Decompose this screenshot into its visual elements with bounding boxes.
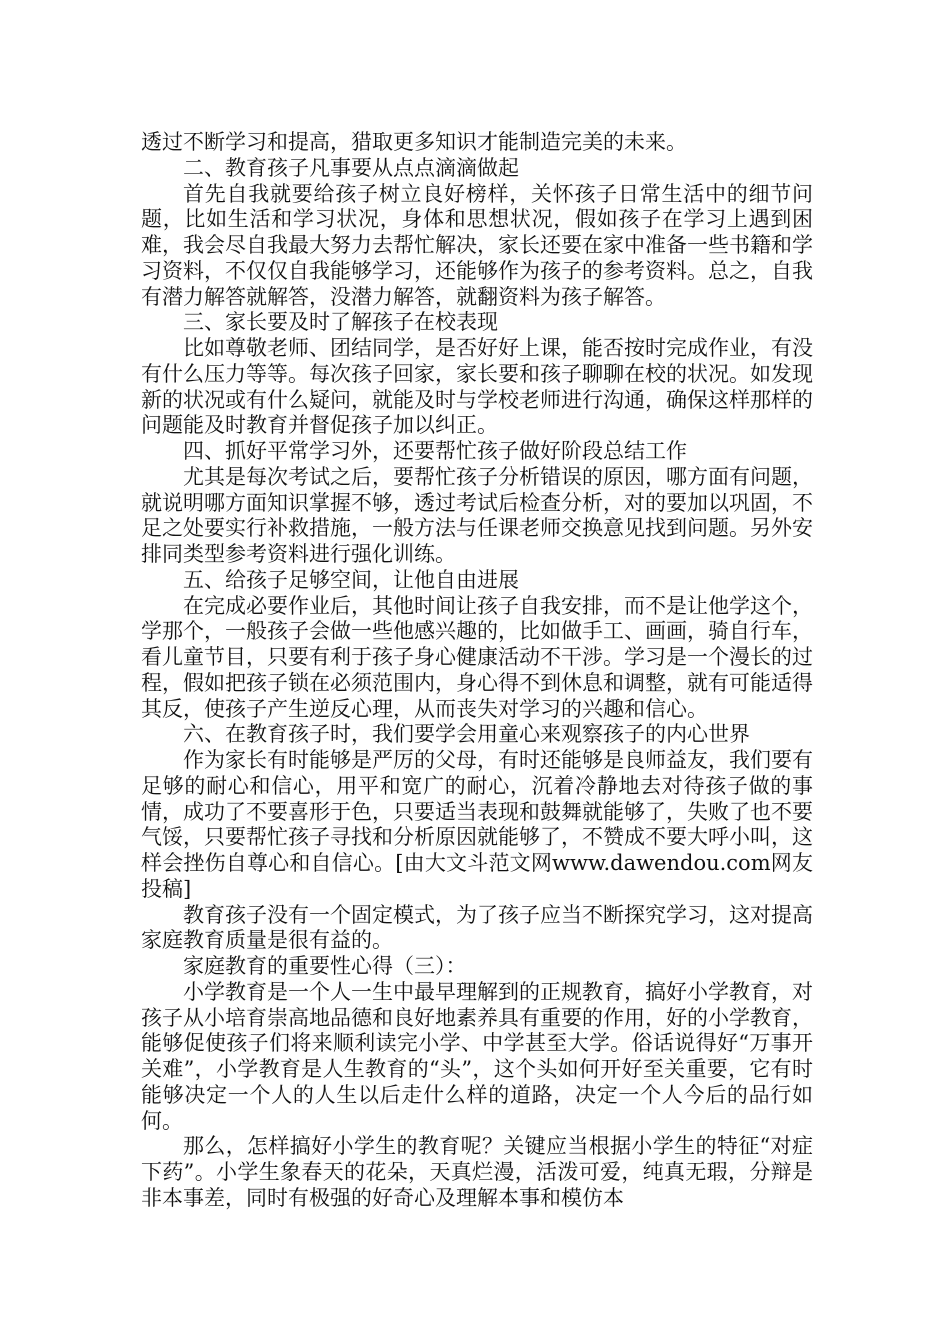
section-heading-3: 三、家长要及时了解孩子在校表现 bbox=[183, 310, 498, 335]
paragraph-section-4: 尤其是每次考试之后，要帮忙孩子分析错误的原因，哪方面有问题，就说明哪方面知识掌握不够，透过考试后检查分析，对的要加以巩固，不足之处要实行补救措施，一般方法与任课老师交换意见找到问题。另外安排同类型参考资料进行强化训练。 bbox=[141, 464, 813, 566]
essay-title-3: 家庭教育的重要性心得（三）： bbox=[183, 954, 467, 978]
paragraph-section-5: 在完成必要作业后，其他时间让孩子自我安排，而不是让他学这个，学那个，一般孩子会做一些他感兴趣的，比如做手工、画画，骑自行车，看儿童节目，只要有利于孩子身心健康活动不干涉。学习是一个漫长的过程，假如把孩子锁在必须范围内，身心得不到休息和调整，就有可能适得其反，使孩子产生逆反心理，从而丧失对学习的兴趣和信心。 bbox=[141, 593, 813, 721]
section-heading-5: 五、给孩子足够空间，让他自由进展 bbox=[183, 567, 519, 592]
section-heading-6: 六、在教育孩子时，我们要学会用童心来观察孩子的内心世界 bbox=[183, 722, 750, 747]
paragraph-conclusion: 教育孩子没有一个固定模式，为了孩子应当不断探究学习，这对提高家庭教育质量是很有益的。 bbox=[141, 902, 813, 953]
paragraph-section-6: 作为家长有时能够是严厉的父母，有时还能够是良师益友，我们要有足够的耐心和信心，用平和宽广的耐心，沉着冷静地去对待孩子做的事情，成功了不要喜形于色，只要适当表现和鼓舞就能够了，失败了也不要气馁，只要帮忙孩子寻找和分析原因就能够了，不赞成不要大呼小叫，这样会挫伤自尊心和自信心。[由大文斗范文网www.dawendou.com网友投稿] bbox=[141, 748, 813, 901]
paragraph-section-3: 比如尊敬老师、团结同学，是否好好上课，能否按时完成作业，有没有什么压力等等。每次孩子回家，家长要和孩子聊聊在校的状况。如发现新的状况或有什么疑问，就能及时与学校老师进行沟通，确保这样那样的问题能及时教育并督促孩子加以纠正。 bbox=[141, 336, 813, 438]
paragraph-section-2: 首先自我就要给孩子树立良好榜样，关怀孩子日常生活中的细节问题，比如生活和学习状况，身体和思想状况，假如孩子在学习上遇到困难，我会尽自我最大努力去帮忙解决，家长还要在家中准备一些书籍和学习资料，不仅仅自我能够学习，还能够作为孩子的参考资料。总之，自我有潜力解答就解答，没潜力解答，就翻资料为孩子解答。 bbox=[141, 181, 813, 309]
paragraph-essay3-2: 那么，怎样搞好小学生的教育呢？关键应当根据小学生的特征“对症下药”。小学生象春天的花朵，天真烂漫，活泼可爱，纯真无瑕，分辩是非本事差，同时有极强的好奇心及理解本事和模仿本 bbox=[141, 1134, 813, 1210]
paragraph-essay3-1: 小学教育是一个人一生中最早理解到的正规教育，搞好小学教育，对孩子从小培育崇高地品德和良好地素养具有重要的作用，好的小学教育，能够促使孩子们将来顺利读完小学、中学甚至大学。俗话说得好“万事开关难”，小学教育是人生教育的“头”，这个头如何开好至关重要，它有时能够决定一个人的人生以后走什么样的道路，决定一个人今后的品行如何。 bbox=[141, 979, 813, 1133]
paragraph-intro: 透过不断学习和提高，猎取更多知识才能制造完美的未来。 bbox=[141, 130, 687, 154]
section-heading-2: 二、教育孩子凡事要从点点滴滴做起 bbox=[183, 155, 519, 180]
section-heading-4: 四、抓好平常学习外，还要帮忙孩子做好阶段总结工作 bbox=[183, 439, 687, 463]
document-page bbox=[141, 130, 813, 1212]
